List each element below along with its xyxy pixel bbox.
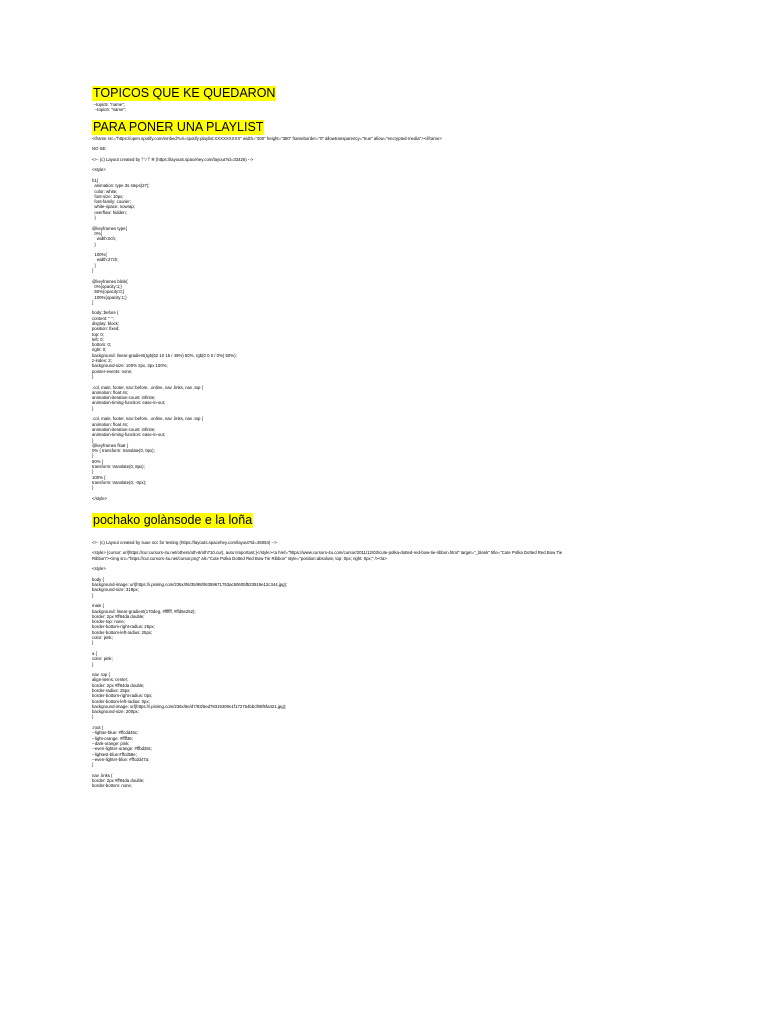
- code-line: --topic6: "name";: [92, 107, 127, 113]
- code-line: border: 2px #ff94da double;: [92, 778, 145, 784]
- section-heading: PARA PONER UNA PLAYLIST: [93, 119, 264, 134]
- code-line: background: linear-gradient(170deg, #ffffff, #ffd5e252);: [92, 608, 196, 614]
- code-line: background: linear-gradient(rgb(62 10 15 / 48%) 50%, rgb(0 0 0 / 0%) 50%);: [92, 352, 237, 358]
- code-line: --even-lighter-orange: #ffbd28c;: [92, 746, 153, 752]
- code-line: --light-orange: #ffff36;: [92, 735, 133, 741]
- code-line: width:0ch;: [92, 236, 117, 242]
- code-line: animation-timing-function: ease-in-out;: [92, 400, 166, 406]
- code-line: animation: float 4s;: [92, 421, 129, 427]
- code-line: @keyframes blink{: [92, 278, 128, 284]
- code-block: [92, 102, 692, 113]
- code-line: <style>: [92, 167, 106, 173]
- code-line: }: [92, 299, 94, 305]
- code-line: Ribbon"><img src="https://cur.cursors-4u.net/cursor.png" alt="Cute Polka Dotted Red Bow Tie Ribbon" style="position:absolute; top: 0px; right: 0px;" /></a>: [92, 555, 387, 561]
- code-line: border-top: none;: [92, 619, 125, 625]
- code-line: border: 2px #ff94da double;: [92, 613, 145, 619]
- code-line: animation: float 4s;: [92, 389, 129, 395]
- code-line: overflow: hidden;: [92, 209, 127, 215]
- code-line: border-bottom: none;: [92, 783, 133, 789]
- code-line: a {: [92, 650, 98, 656]
- code-line: --even-lighter-blue: #ffcdd47a;: [92, 756, 150, 762]
- section-heading: pochako golànsode e la loña: [93, 513, 253, 528]
- code-line: @keyframes type{: [92, 225, 127, 231]
- code-line: top: 0;: [92, 331, 104, 337]
- code-line: white-space: nowrap;: [92, 204, 135, 210]
- code-line: background-image: url(https://i.pinimg.com/236x/5e/d7/83/5ed78319300e1f172754bbcf80f6fa421.jpg);: [92, 703, 287, 709]
- code-line: <style> {cursor: url(https://cur.cursors-4u.net/others/oth-8/oth710.cur), auto !important;}</style><a href="https://www.cursors-4u.com/cursor/2011/12/03/cute-polka-dotted-red-bow-tie-ribbon.html" target="_blank" title="Cute Polka Dotted Red Bow Tie: [92, 550, 563, 556]
- code-line: --lighter-blue: #ffcdd45c;: [92, 730, 139, 736]
- code-block: [92, 136, 692, 501]
- code-line: NO SE:: [92, 146, 107, 152]
- code-line: z-index: 2;: [92, 358, 112, 364]
- code-line: color: pink;: [92, 635, 113, 641]
- code-line: color: pink;: [92, 656, 113, 662]
- code-line: <iframe src="https://open.spotify.com/embed?uri=spotify:playlist:XXXXXXXXX" width="300" height="380" frameborder="0" allowtransparency="true" allow="encrypted-media"></iframe>: [92, 135, 442, 141]
- code-line: background-size: 318px;: [92, 587, 139, 593]
- code-line: .col, main, footer, nav::before, .online, nav .links, nav .top {: [92, 384, 204, 390]
- code-line: transform: translate(0, 8px);: [92, 464, 145, 469]
- code-line: 100%{: [92, 252, 107, 258]
- code-line: nav .links {: [92, 772, 113, 778]
- code-line: --dark-orange: pink;: [92, 740, 130, 746]
- code-line: position: fixed;: [92, 326, 120, 332]
- code-line: }: [92, 373, 94, 379]
- section-heading: TOPICOS QUE KE QUEDARON: [93, 86, 276, 100]
- code-line: }: [92, 437, 94, 443]
- code-line: animation-iteration-count: infinite;: [92, 395, 156, 401]
- code-line: 50%{opacity:0;}: [92, 289, 125, 295]
- code-line: transform: translate(0, -0px);: [92, 479, 147, 485]
- code-line: display: block;: [92, 320, 119, 326]
- code-block: [92, 529, 692, 789]
- code-line: border-radius: 25px;: [92, 687, 131, 693]
- code-line: h1{: [92, 177, 99, 183]
- code-line: }: [92, 453, 94, 459]
- code-line: background-image: url(https://i.pinimg.com/236x/06/35/98/06359671753ac50605f533919e12c344.jpg);: [92, 582, 288, 588]
- section-topicos: [92, 84, 692, 113]
- code-line: border: 2px #ff94da double;: [92, 682, 145, 688]
- code-line: background-size: 100% 2px, 3px 100%;: [92, 363, 168, 369]
- code-line: 0%{opacity:1;}: [92, 283, 122, 289]
- code-line: background-size: 200px;: [92, 709, 139, 715]
- code-line: border-bottom-right-radius: 25px;: [92, 624, 155, 630]
- code-line: --topic5: "name";: [92, 102, 125, 107]
- code-line: right: 0;: [92, 347, 107, 353]
- code-line: animation-iteration-count: infinite;: [92, 426, 156, 432]
- code-line: width:27ch;: [92, 257, 119, 263]
- code-line: border-bottom-left-radius: 25px;: [92, 629, 153, 635]
- section-pochako: [92, 511, 692, 789]
- code-line: }: [92, 469, 94, 475]
- code-line: :root {: [92, 725, 104, 731]
- code-line: }: [92, 592, 94, 598]
- code-line: --lightest-blue:#ffcd58e;: [92, 751, 137, 757]
- code-line: animation: type 3s steps(27);: [92, 183, 150, 189]
- code-line: }: [92, 640, 94, 646]
- code-line: pointer-events: none;: [92, 368, 133, 374]
- code-line: }: [92, 405, 94, 411]
- code-line: <!-- (c) Layout created by ﾃ∀ﾃ ✲ (https://layouts.spacehey.com/layout?id=33426) -->: [92, 156, 254, 162]
- code-line: 100% {: [92, 474, 106, 480]
- code-line: 50% {: [92, 458, 104, 464]
- code-line: body {: [92, 576, 104, 582]
- code-line: 0%{: [92, 230, 103, 236]
- code-line: left: 0;: [92, 336, 104, 342]
- code-line: border-bottom-left-radius: 0px;: [92, 698, 150, 704]
- code-line: }: [92, 661, 94, 667]
- code-line: @keyframes float {: [92, 442, 129, 448]
- code-line: }: [92, 262, 96, 268]
- code-line: 0% { transform: translate(0, 0px);: [92, 448, 155, 454]
- code-line: <!-- (c) Layout created by suue scc for testing (https://layouts.spacehey.com/layout?id=36054) -->: [92, 539, 277, 545]
- code-line: }: [92, 241, 96, 247]
- code-line: color: white;: [92, 188, 118, 194]
- code-line: content: " ";: [92, 315, 114, 321]
- code-line: nav .top {: [92, 672, 110, 678]
- code-line: }: [92, 268, 94, 274]
- code-line: main {: [92, 603, 104, 609]
- code-line: align-items: center;: [92, 677, 129, 683]
- code-line: bottom: 0;: [92, 342, 112, 348]
- code-line: }: [92, 215, 96, 221]
- document-page: [92, 84, 692, 789]
- code-line: animation-timing-function: ease-in-out;: [92, 432, 166, 438]
- code-line: border-bottom-right-radius: 0px;: [92, 693, 153, 699]
- code-line: }: [92, 762, 94, 768]
- code-line: <style>: [92, 566, 106, 572]
- code-line: font-family: courier;: [92, 199, 131, 205]
- section-playlist: [92, 118, 692, 501]
- code-line: }: [92, 714, 94, 720]
- code-line: }: [92, 485, 94, 491]
- code-line: .col, main, footer, nav::before, .online, nav .links, nav .top {: [92, 416, 204, 422]
- code-line: font-size: 10px;: [92, 193, 124, 199]
- code-line: </style>: [92, 495, 108, 501]
- code-line: 100%{opacity:1;}: [92, 294, 127, 300]
- code-line: body::before {: [92, 310, 119, 316]
